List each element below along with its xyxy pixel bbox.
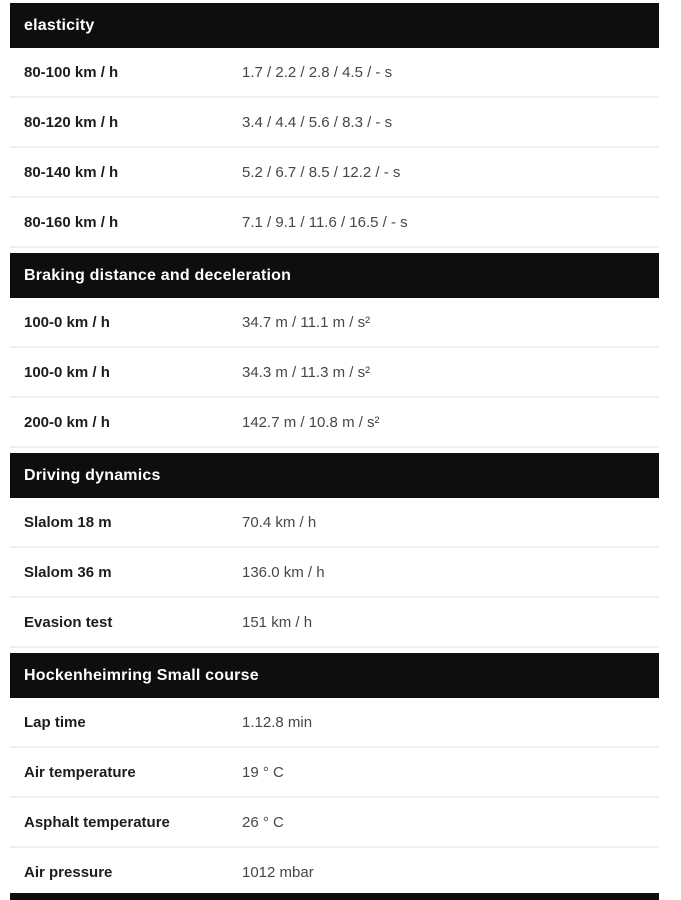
table-row xyxy=(10,148,659,198)
row-value: 26 ° C xyxy=(242,813,284,831)
section-header-braking xyxy=(10,253,659,298)
row-value: 1012 mbar xyxy=(242,863,314,881)
section-title: elasticity xyxy=(24,16,95,34)
table-row xyxy=(10,698,659,748)
table-row xyxy=(10,548,659,598)
row-value: 151 km / h xyxy=(242,613,313,631)
row-value: 1.12.8 min xyxy=(242,713,313,731)
row-value: 136.0 km / h xyxy=(242,563,325,581)
row-value: 34.3 m / 11.3 m / s² xyxy=(242,363,371,381)
table-row xyxy=(10,848,659,898)
row-label: 80-140 km / h xyxy=(24,163,119,181)
table-row xyxy=(10,348,659,398)
section-title: Braking distance and deceleration xyxy=(24,266,292,284)
section-title: Driving dynamics xyxy=(24,466,161,484)
section-header-elasticity xyxy=(10,3,659,48)
row-label: 200-0 km / h xyxy=(24,413,110,431)
row-label: Evasion test xyxy=(24,613,113,631)
table-row xyxy=(10,198,659,248)
section-header-driving-dynamics xyxy=(10,453,659,498)
row-label: 80-120 km / h xyxy=(24,113,119,131)
table-row xyxy=(10,48,659,98)
table-row xyxy=(10,298,659,348)
row-label: Air pressure xyxy=(24,863,113,881)
row-value: 5.2 / 6.7 / 8.5 / 12.2 / - s xyxy=(242,163,401,181)
table-row xyxy=(10,498,659,548)
table-row xyxy=(10,598,659,648)
row-label: Asphalt temperature xyxy=(24,813,170,831)
table-row xyxy=(10,98,659,148)
section-header-hockenheimring xyxy=(10,653,659,698)
row-label: 80-100 km / h xyxy=(24,63,119,81)
section-elasticity xyxy=(10,3,659,248)
row-value: 7.1 / 9.1 / 11.6 / 16.5 / - s xyxy=(242,213,408,231)
section-hockenheimring xyxy=(10,653,659,898)
row-value: 34.7 m / 11.1 m / s² xyxy=(242,313,371,331)
row-label: Lap time xyxy=(24,713,86,731)
table-row xyxy=(10,398,659,448)
row-label: Air temperature xyxy=(24,763,136,781)
row-label: Slalom 36 m xyxy=(24,563,112,581)
row-value: 70.4 km / h xyxy=(242,513,317,531)
section-driving-dynamics xyxy=(10,453,659,648)
row-value: 19 ° C xyxy=(242,763,284,781)
section-braking xyxy=(10,253,659,448)
table-row xyxy=(10,748,659,798)
row-label: 80-160 km / h xyxy=(24,213,119,231)
row-value: 1.7 / 2.2 / 2.8 / 4.5 / - s xyxy=(242,63,393,81)
next-section-header-partial xyxy=(10,893,659,900)
row-value: 142.7 m / 10.8 m / s² xyxy=(242,413,380,431)
row-label: Slalom 18 m xyxy=(24,513,112,531)
row-value: 3.4 / 4.4 / 5.6 / 8.3 / - s xyxy=(242,113,393,131)
row-label: 100-0 km / h xyxy=(24,363,110,381)
row-label: 100-0 km / h xyxy=(24,313,110,331)
table-row xyxy=(10,798,659,848)
section-title: Hockenheimring Small course xyxy=(24,666,259,684)
